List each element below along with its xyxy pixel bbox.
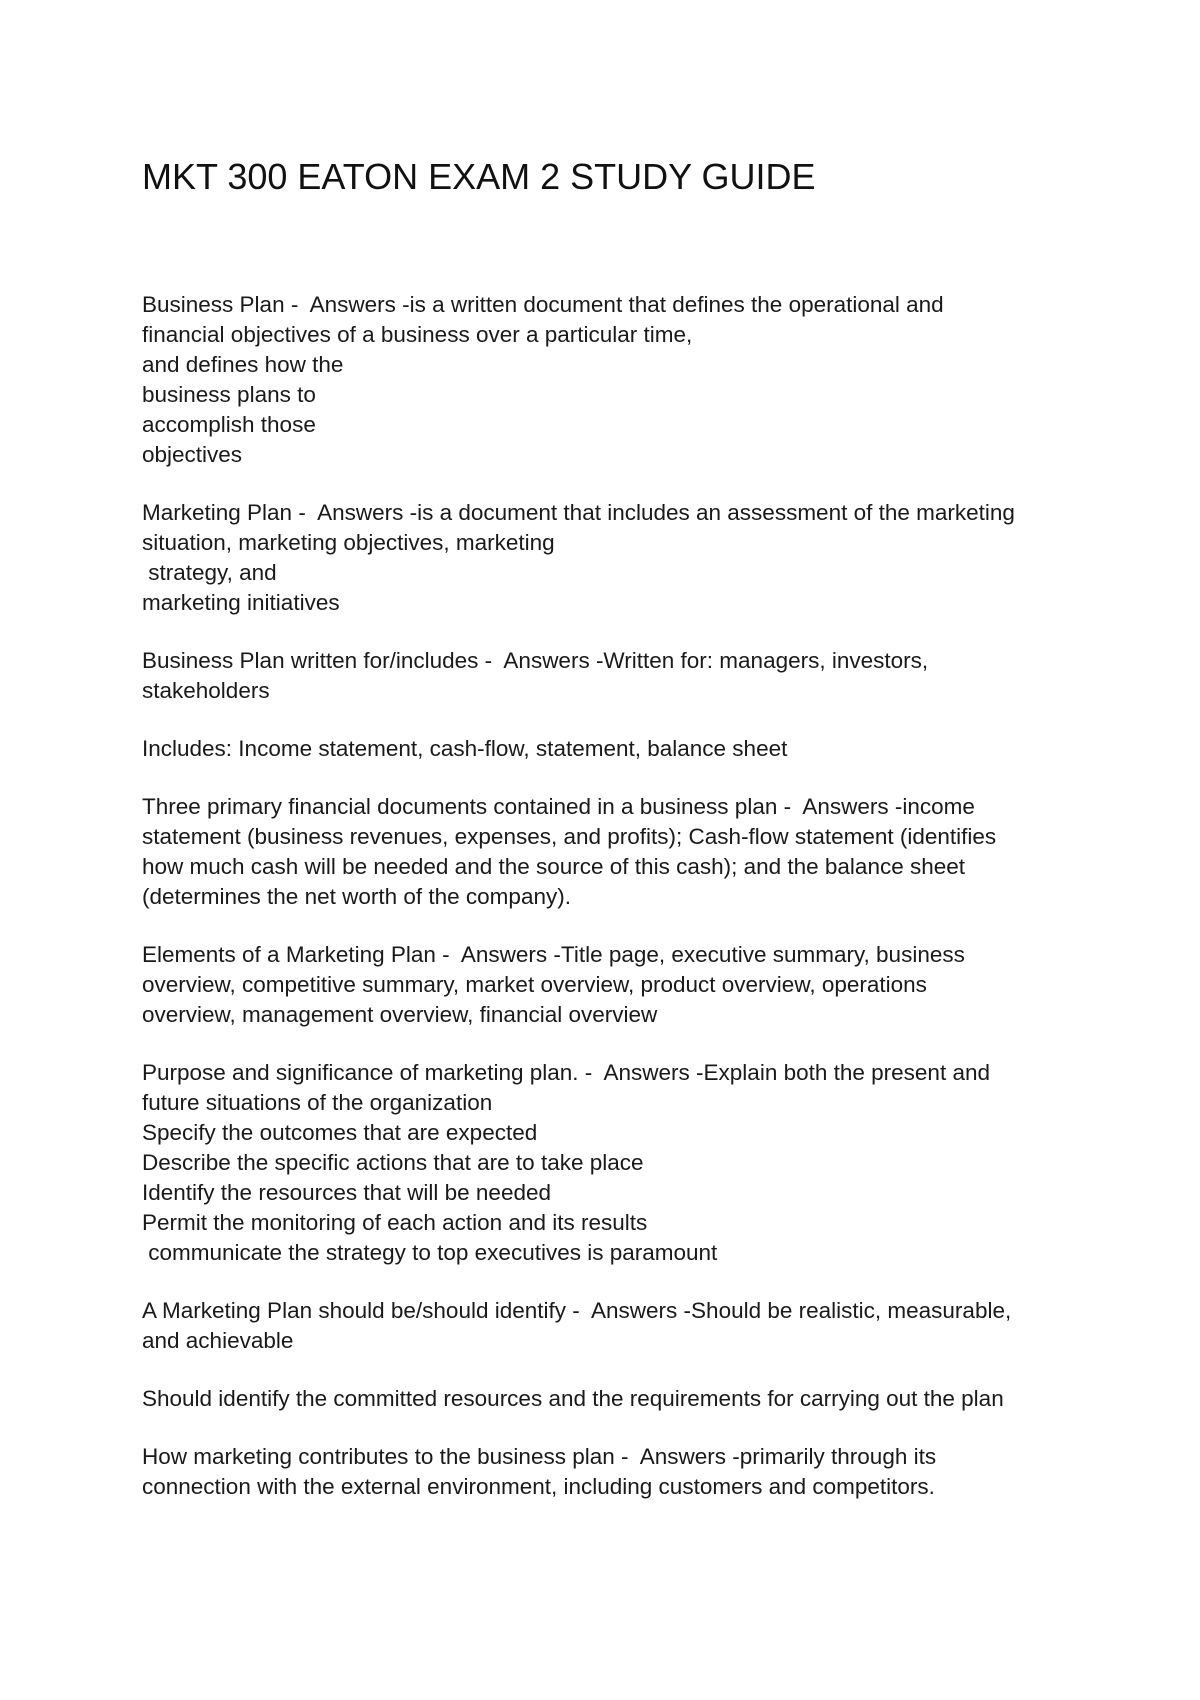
text-line: stakeholders bbox=[142, 678, 270, 703]
text-line: and defines how the bbox=[142, 352, 344, 377]
entry-marketing-contribution bbox=[142, 1442, 1102, 1502]
text-line: Business Plan - Answers -is a written document that defines the operational and bbox=[142, 292, 944, 317]
text-line: Permit the monitoring of each action and its results bbox=[142, 1210, 648, 1235]
text-line: Purpose and significance of marketing plan. - Answers -Explain both the present and bbox=[142, 1060, 990, 1085]
text-line: business plans to bbox=[142, 382, 316, 407]
text-line: future situations of the organization bbox=[142, 1090, 493, 1115]
text-line: financial objectives of a business over a particular time, bbox=[142, 322, 693, 347]
entry-business-plan-audience bbox=[142, 646, 1102, 706]
text-line: Three primary financial documents contained in a business plan - Answers -income bbox=[142, 794, 975, 819]
study-guide-body bbox=[142, 290, 1102, 1530]
text-line: strategy, and bbox=[142, 560, 277, 585]
text-line: accomplish those bbox=[142, 412, 316, 437]
text-line: A Marketing Plan should be/should identify - Answers -Should be realistic, measurable, bbox=[142, 1298, 1012, 1323]
entry-marketing-plan bbox=[142, 498, 1102, 618]
entry-marketing-plan-should-identify bbox=[142, 1384, 1102, 1414]
entry-business-plan bbox=[142, 290, 1102, 470]
text-line: situation, marketing objectives, marketing bbox=[142, 530, 555, 555]
text-line: overview, management overview, financial overview bbox=[142, 1002, 658, 1027]
entry-business-plan-includes bbox=[142, 734, 1102, 764]
text-line: how much cash will be needed and the source of this cash); and the balance sheet bbox=[142, 854, 966, 879]
text-line: Should identify the committed resources and the requirements for carrying out the plan bbox=[142, 1386, 1004, 1411]
text-line: Describe the specific actions that are to take place bbox=[142, 1150, 644, 1175]
entry-marketing-plan-purpose bbox=[142, 1058, 1102, 1268]
entry-marketing-plan-should-be bbox=[142, 1296, 1102, 1356]
entry-marketing-plan-elements bbox=[142, 940, 1102, 1030]
text-line: overview, competitive summary, market overview, product overview, operations bbox=[142, 972, 927, 997]
text-line: How marketing contributes to the business plan - Answers -primarily through its bbox=[142, 1444, 937, 1469]
text-line: Elements of a Marketing Plan - Answers -Title page, executive summary, business bbox=[142, 942, 965, 967]
entry-financial-documents bbox=[142, 792, 1102, 912]
text-line: connection with the external environment, including customers and competitors. bbox=[142, 1474, 935, 1499]
page-title: MKT 300 EATON EXAM 2 STUDY GUIDE bbox=[142, 156, 816, 197]
text-line: Includes: Income statement, cash-flow, statement, balance sheet bbox=[142, 736, 788, 761]
text-line: marketing initiatives bbox=[142, 590, 340, 615]
text-line: and achievable bbox=[142, 1328, 294, 1353]
text-line: Business Plan written for/includes - Answers -Written for: managers, investors, bbox=[142, 648, 929, 673]
text-line: (determines the net worth of the company). bbox=[142, 884, 571, 909]
text-line: Marketing Plan - Answers -is a document that includes an assessment of the marketing bbox=[142, 500, 1015, 525]
text-line: communicate the strategy to top executives is paramount bbox=[142, 1240, 718, 1265]
text-line: statement (business revenues, expenses, and profits); Cash-flow statement (identifies bbox=[142, 824, 997, 849]
text-line: Specify the outcomes that are expected bbox=[142, 1120, 538, 1145]
text-line: Identify the resources that will be needed bbox=[142, 1180, 551, 1205]
text-line: objectives bbox=[142, 442, 243, 467]
